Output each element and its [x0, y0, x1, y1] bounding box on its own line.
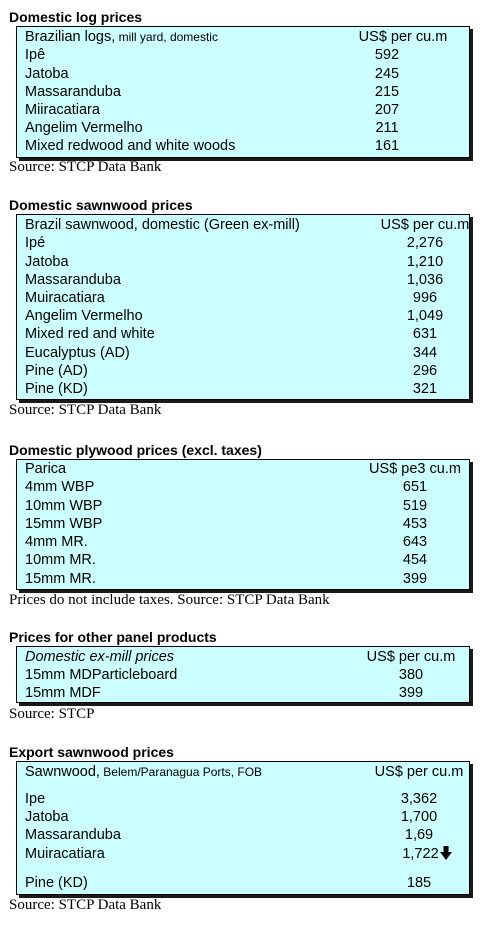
table-row — [17, 515, 469, 534]
export-prices-title: Export sawnwood prices — [9, 744, 174, 760]
panel-prices-source: Source: STCP — [9, 706, 95, 722]
species-name: Ipê — [25, 47, 46, 63]
product-name: 15mm MDParticleboard — [25, 667, 178, 683]
log-prices-source: Source: STCP Data Bank — [9, 159, 162, 175]
table-row — [17, 119, 469, 138]
table-row — [17, 101, 469, 120]
price-value: 399 — [402, 571, 428, 587]
product-name: 15mm MDF — [25, 685, 101, 701]
panel-prices-table — [16, 646, 470, 703]
price-value: 3,362 — [400, 791, 438, 807]
price-value: 344 — [412, 345, 438, 361]
table-row — [17, 234, 469, 253]
table-header — [17, 28, 469, 47]
price-value: 651 — [402, 479, 428, 495]
table-row — [17, 570, 469, 589]
table-row — [17, 83, 469, 102]
table-row — [17, 289, 469, 308]
price-value: 1,722 — [402, 846, 439, 862]
plywood-prices-title: Domestic plywood prices (excl. taxes) — [9, 442, 262, 458]
price-value: 1,210 — [406, 254, 444, 270]
table-row — [17, 666, 469, 685]
table-row — [17, 362, 469, 381]
column-header-product: Domestic ex-mill prices — [25, 649, 175, 665]
column-header-price: US$ per cu.m — [366, 649, 456, 665]
species-name: Massaranduba — [25, 272, 121, 288]
species-name: Muiracatiara — [25, 290, 105, 306]
price-value: 399 — [398, 685, 424, 701]
table-row — [17, 325, 469, 344]
table-row — [17, 253, 469, 272]
table-row — [17, 380, 469, 399]
column-header-species: Brazilian logs, — [25, 29, 116, 45]
table-row — [17, 307, 469, 326]
sawnwood-prices-table — [16, 214, 470, 400]
product-name: 10mm WBP — [25, 498, 103, 514]
species-name: Miiracatiara — [25, 102, 100, 118]
price-value: 321 — [412, 381, 438, 397]
table-row — [17, 478, 469, 497]
log-prices-table — [16, 26, 470, 158]
plywood-prices-table — [16, 459, 470, 590]
table-header — [17, 648, 469, 667]
species-name: Jatoba — [25, 66, 69, 82]
price-value: 454 — [402, 552, 428, 568]
price-value: 631 — [412, 326, 438, 342]
table-row — [17, 790, 469, 809]
column-header-note: Belem/Paranagua Ports, FOB — [99, 765, 263, 779]
column-header-species: Sawnwood, — [25, 764, 100, 780]
species-name: Muiracatiara — [25, 846, 105, 862]
column-header-price: US$ per cu.m — [358, 29, 448, 45]
species-name: Pine (KD) — [25, 875, 88, 891]
price-value: 215 — [374, 84, 400, 100]
product-name: 10mm MR. — [25, 552, 96, 568]
price-value: 2,276 — [406, 235, 444, 251]
species-name: Mixed redwood and white woods — [25, 138, 236, 154]
product-name: 4mm WBP — [25, 479, 95, 495]
table-row — [17, 497, 469, 516]
table-row — [17, 551, 469, 570]
price-value: 380 — [398, 667, 424, 683]
table-row — [17, 46, 469, 65]
species-name: Angelim Vermelho — [25, 120, 143, 136]
table-row — [17, 684, 469, 703]
table-header — [17, 763, 469, 782]
product-name: 15mm WBP — [25, 516, 103, 532]
table-row — [17, 271, 469, 290]
column-header-species: Brazil sawnwood, domestic (Green ex-mill) — [25, 217, 300, 233]
price-value: 296 — [412, 363, 438, 379]
species-name: Massaranduba — [25, 827, 121, 843]
price-value: 592 — [374, 47, 400, 63]
price-value: 643 — [402, 534, 428, 550]
sawnwood-prices-source: Source: STCP Data Bank — [9, 402, 162, 418]
table-row — [17, 137, 469, 156]
species-name: Massaranduba — [25, 84, 121, 100]
price-value: 1,69 — [404, 827, 434, 843]
column-header-price: US$ per cu.m — [380, 217, 470, 233]
price-value: 453 — [402, 516, 428, 532]
price-value: 161 — [374, 138, 400, 154]
species-name: Angelim Vermelho — [25, 308, 143, 324]
table-row — [17, 845, 469, 864]
column-header-price: US$ pe3 cu.m — [369, 461, 461, 477]
plywood-prices-source: Prices do not include taxes. Source: STCP Data Bank — [9, 592, 330, 608]
table-row — [17, 65, 469, 84]
column-header-species: Parica — [25, 461, 67, 477]
price-value: 1,049 — [406, 308, 444, 324]
price-value: 185 — [406, 875, 432, 891]
species-name: Pine (AD) — [25, 363, 88, 379]
species-name: Ipe — [25, 791, 46, 807]
product-name: 4mm MR. — [25, 534, 88, 550]
table-header — [17, 460, 469, 479]
price-value: 1,036 — [406, 272, 444, 288]
column-header-price: US$ per cu.m — [374, 764, 464, 780]
column-header-note: mill yard, domestic — [115, 30, 218, 44]
table-row — [17, 344, 469, 363]
price-value: 1,700 — [400, 809, 438, 825]
table-row — [17, 808, 469, 827]
species-name: Ipé — [25, 235, 46, 251]
panel-prices-title: Prices for other panel products — [9, 629, 217, 645]
price-value: 207 — [374, 102, 400, 118]
species-name: Eucalyptus (AD) — [25, 345, 130, 361]
table-row — [17, 826, 469, 845]
species-name: Jatoba — [25, 809, 69, 825]
table-row — [17, 533, 469, 552]
price-value: 996 — [412, 290, 438, 306]
table-row — [17, 874, 469, 893]
log-prices-title: Domestic log prices — [9, 9, 143, 25]
species-name: Jatoba — [25, 254, 69, 270]
export-prices-source: Source: STCP Data Bank — [9, 897, 162, 913]
price-value: 211 — [375, 120, 399, 136]
species-name: Pine (KD) — [25, 381, 88, 397]
sawnwood-prices-title: Domestic sawnwood prices — [9, 197, 193, 213]
export-prices-table — [16, 761, 470, 895]
arrow-down-icon — [440, 846, 452, 860]
species-name: Mixed red and white — [25, 326, 155, 342]
product-name: 15mm MR. — [25, 571, 96, 587]
price-value: 519 — [402, 498, 428, 514]
table-header — [17, 216, 469, 235]
price-value: 245 — [374, 66, 400, 82]
